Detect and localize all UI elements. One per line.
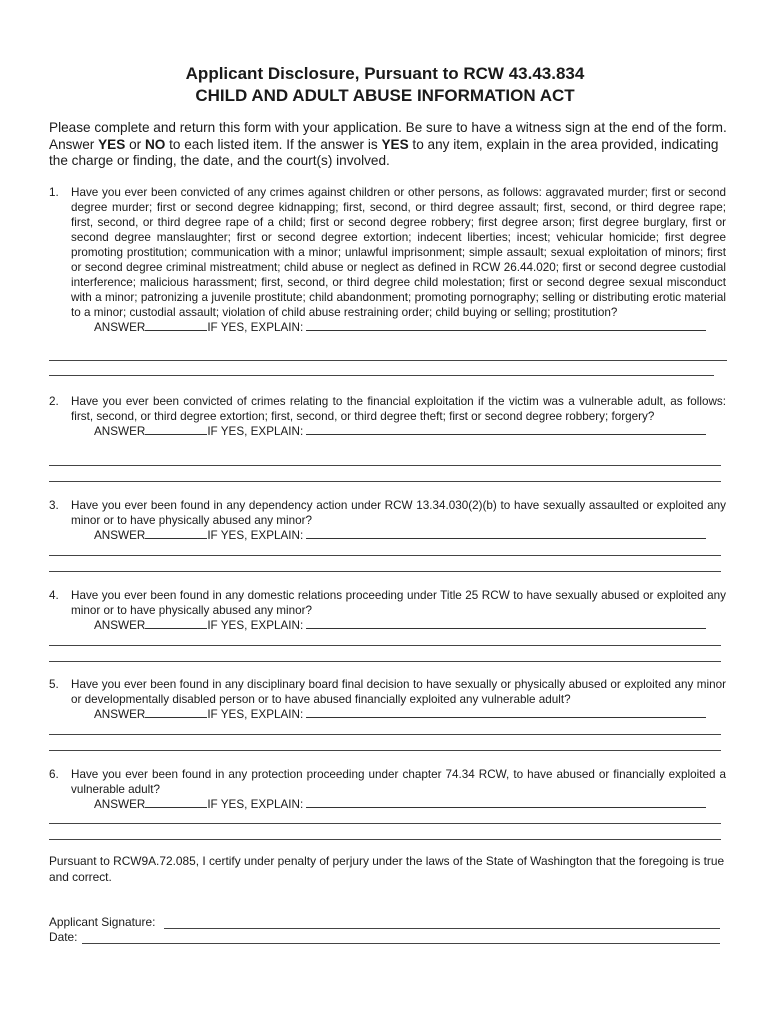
intro-no: NO xyxy=(144,136,166,152)
answer-row xyxy=(94,528,729,543)
instructions-paragraph xyxy=(49,120,729,170)
question-text: Have you ever been convicted of crimes relating to the financial exploitation if the victim was a vulnerable adult, as follows: first, second, or third degree extortion; first, second, or third degree theft; first or second degree robbery; forgery? xyxy=(71,395,726,423)
explain-line[interactable] xyxy=(49,360,727,361)
answer-field[interactable] xyxy=(145,528,207,539)
date-label: Date: xyxy=(49,930,78,944)
explain-line[interactable] xyxy=(49,645,721,646)
explain-line[interactable] xyxy=(49,375,714,376)
answer-row xyxy=(94,797,729,812)
explain-line[interactable] xyxy=(49,555,721,556)
answer-label: ANSWER xyxy=(94,425,146,438)
explain-line[interactable] xyxy=(49,661,721,662)
answer-field[interactable] xyxy=(145,618,207,629)
answer-field[interactable] xyxy=(145,320,207,331)
explain-label: IF YES, EXPLAIN: xyxy=(207,529,304,542)
intro-yes: YES xyxy=(381,136,409,152)
answer-label: ANSWER xyxy=(94,708,146,721)
intro-text: to each listed item. If the answer is xyxy=(165,136,382,152)
question-number: 5. xyxy=(49,678,59,691)
answer-row xyxy=(94,320,729,335)
signature-field[interactable] xyxy=(164,928,720,929)
explain-line[interactable] xyxy=(49,571,721,572)
explain-line[interactable] xyxy=(49,750,721,751)
answer-label: ANSWER xyxy=(94,529,146,542)
explain-label: IF YES, EXPLAIN: xyxy=(207,425,304,438)
explain-label: IF YES, EXPLAIN: xyxy=(207,619,304,632)
question-text: Have you ever been found in any domestic relations proceeding under Title 25 RCW to have sexually abused or exploited any minor or to have physically abused any minor? xyxy=(71,589,726,617)
form-title: Applicant Disclosure, Pursuant to RCW 43.43.834 xyxy=(185,64,585,83)
date-field[interactable] xyxy=(82,943,720,944)
answer-row xyxy=(94,424,729,439)
question-text: Have you ever been convicted of any crimes against children or other persons, as follows: aggravated murder; first or second degree murder; first or second degree kidnapping; first, second, or third degree assault; first, second, or third degree rape; first, second, or third degree rape of a child; first or second degree robbery; first degree arson; first degree burglary, first or second degree manslaughter; first or second degree extortion; indecent liberties; incest; vehicular homicide; first degree promoting prostitution; communication with a minor; unlawful imprisonment; simple assault; sexual exploitation of minors; first or second degree criminal mistreatment; child abuse or neglect as defined in RCW 26.44.020; first or second degree custodial interference; malicious harassment; first, second, or third degree child molestation; first or second degree sexual misconduct with a minor; patronizing a juvenile prostitute; child abandonment; promoting pornography; selling or distributing erotic material to a minor; custodial assault; violation of child abuse restraining order; child buying or selling; prostitution? xyxy=(71,186,726,319)
intro-text: or xyxy=(125,136,145,152)
question-text: Have you ever been found in any dependency action under RCW 13.34.030(2)(b) to have sexually assaulted or exploited any minor or to have physically abused any minor? xyxy=(71,499,726,527)
question-5 xyxy=(49,677,729,722)
question-number: 6. xyxy=(49,768,59,781)
explain-field[interactable] xyxy=(306,424,706,435)
answer-field[interactable] xyxy=(145,424,207,435)
explain-label: IF YES, EXPLAIN: xyxy=(207,321,304,334)
intro-text: to any item, explain in the area provided, indicating the charge or finding, the date, and the court(s) involved. xyxy=(49,136,719,168)
explain-field[interactable] xyxy=(306,528,706,539)
answer-label: ANSWER xyxy=(94,798,146,811)
explain-line[interactable] xyxy=(49,839,721,840)
question-2 xyxy=(49,394,729,439)
explain-label: IF YES, EXPLAIN: xyxy=(207,798,304,811)
question-number: 1. xyxy=(49,186,59,199)
intro-yes: YES xyxy=(98,136,126,152)
explain-line[interactable] xyxy=(49,481,721,482)
question-4 xyxy=(49,588,729,633)
question-1 xyxy=(49,185,729,335)
explain-field[interactable] xyxy=(306,618,706,629)
answer-field[interactable] xyxy=(145,707,207,718)
explain-field[interactable] xyxy=(306,797,706,808)
explain-label: IF YES, EXPLAIN: xyxy=(207,708,304,721)
explain-line[interactable] xyxy=(49,823,721,824)
question-6 xyxy=(49,767,729,812)
answer-row xyxy=(94,707,729,722)
explain-field[interactable] xyxy=(306,707,706,718)
explain-line[interactable] xyxy=(49,465,721,466)
signature-label: Applicant Signature: xyxy=(49,915,156,929)
answer-label: ANSWER xyxy=(94,321,146,334)
answer-field[interactable] xyxy=(145,797,207,808)
answer-label: ANSWER xyxy=(94,619,146,632)
question-text: Have you ever been found in any protection proceeding under chapter 74.34 RCW, to have abused or financially exploited a vulnerable adult? xyxy=(71,768,726,796)
question-number: 2. xyxy=(49,395,59,408)
question-3 xyxy=(49,498,729,543)
intro-text: Please complete and return this form with your application. Be sure to have a witness sign at the end of the form. Answer xyxy=(49,120,727,152)
question-number: 4. xyxy=(49,589,59,602)
question-text: Have you ever been found in any disciplinary board final decision to have sexually or physically abused or exploited any minor or developmentally disabled person or to have abused financially exploited any vulnerable adult? xyxy=(71,678,726,706)
question-number: 3. xyxy=(49,499,59,512)
form-subtitle: CHILD AND ADULT ABUSE INFORMATION ACT xyxy=(195,86,575,105)
certification-statement: Pursuant to RCW9A.72.085, I certify under penalty of perjury under the laws of the State of Washington that the foregoing is true and correct. xyxy=(49,854,725,884)
explain-field[interactable] xyxy=(306,320,706,331)
answer-row xyxy=(94,618,729,633)
explain-line[interactable] xyxy=(49,734,721,735)
